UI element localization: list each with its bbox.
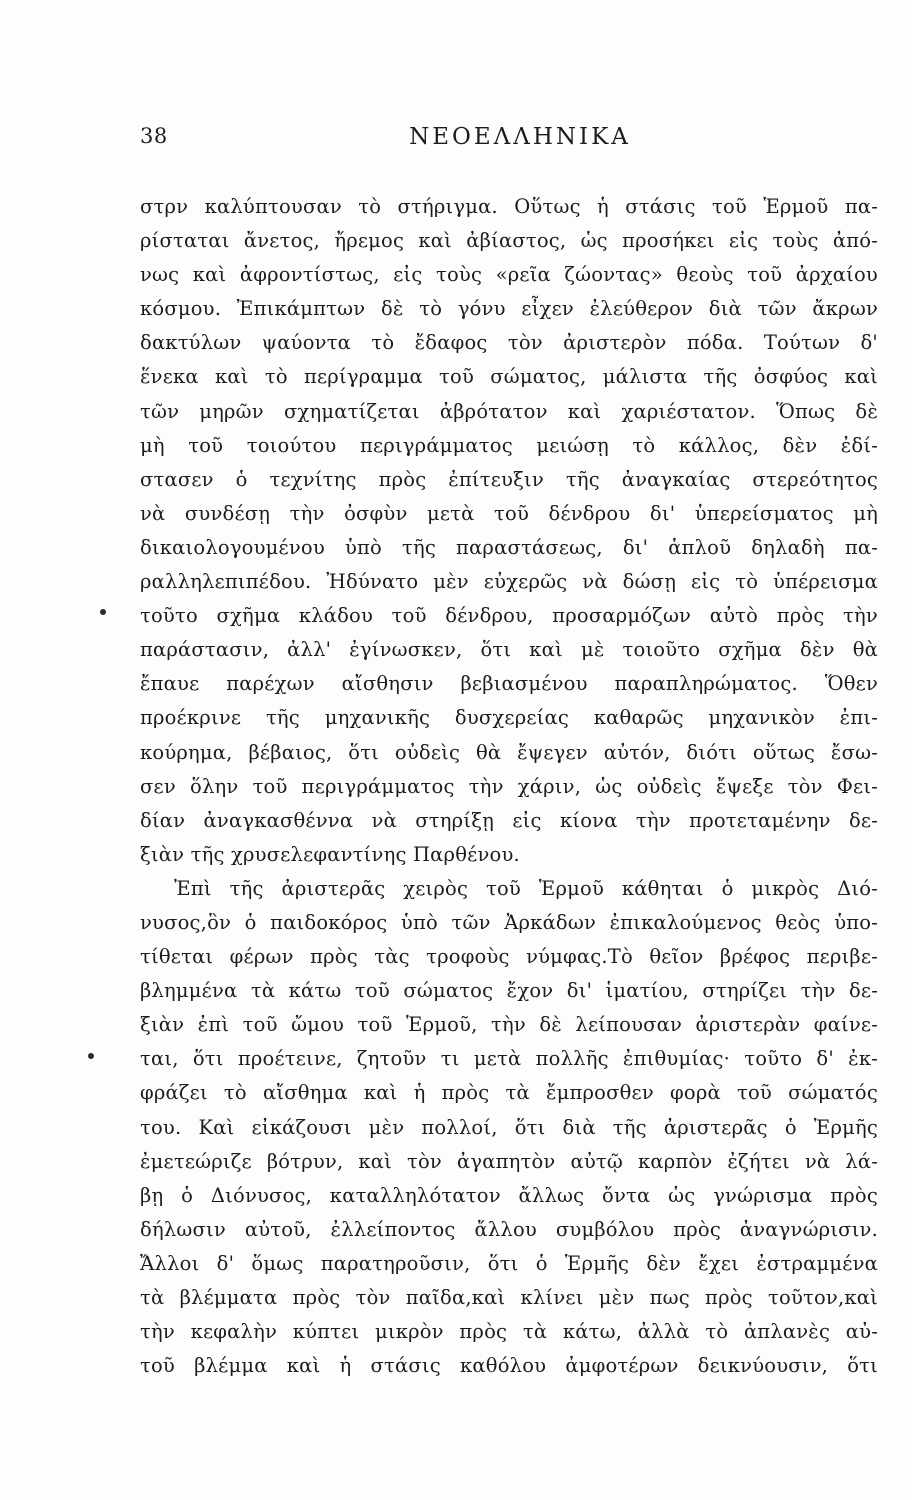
text-line: ἐμετεώριζε βότρυν, καὶ τὸν ἀγαπητὸν αὐτῷ καρπὸν ἐζήτει νὰ λά-: [140, 1149, 878, 1173]
text-line: Ἐπὶ τῆς ἀριστερᾶς χειρὸς τοῦ Ἑρμοῦ κάθηται ὁ μικρὸς Διό-: [174, 876, 878, 900]
text-line: στασεν ὁ τεχνίτης πρὸς ἐπίτευξιν τῆς ἀναγκαίας στερεότητος: [140, 467, 878, 491]
text-line: ρίσταται ἄνετος, ἤρεμος καὶ ἀβίαστος, ὡς προσήκει εἰς τοὺς ἀπό-: [140, 229, 878, 253]
text-line: κούρημα, βέβαιος, ὅτι οὐδεὶς θὰ ἔψεγεν αὐτόν, διότι οὕτως ἔσω-: [140, 740, 878, 764]
text-line: δικαιολογουμένου ὑπὸ τῆς παραστάσεως, δι' ἁπλοῦ δηλαδὴ πα-: [140, 535, 878, 559]
text-line: βλημμένα τὰ κάτω τοῦ σώματος ἔχον δι' ἱματίου, στηρίζει τὴν δε-: [140, 979, 878, 1003]
text-line: κόσμου. Ἐπικάμπτων δὲ τὸ γόνυ εἶχεν ἐλεύθερον διὰ τῶν ἄκρων: [140, 297, 878, 321]
text-line: νως καὶ ἀφροντίστως, εἰς τοὺς «ρεῖα ζώοντας» θεοὺς τοῦ ἀρχαίου: [140, 263, 878, 287]
text-line: δακτύλων ψαύοντα τὸ ἔδαφος τὸν ἀριστερὸν πόδα. Τούτων δ': [140, 331, 878, 355]
paragraph-1: [140, 190, 878, 872]
text-line: παράστασιν, ἀλλ' ἐγίνωσκεν, ὅτι καὶ μὲ τοιοῦτο σχῆμα δὲν θὰ: [140, 638, 878, 662]
text-line: ἔπαυε παρέχων αἴσθησιν βεβιασμένου παραπληρώματος. Ὅθεν: [140, 672, 878, 696]
margin-dot-mark: [100, 609, 106, 615]
text-line: του. Καὶ εἰκάζουσι μὲν πολλοί, ὅτι διὰ τῆς ἀριστερᾶς ὁ Ἑρμῆς: [140, 1115, 878, 1139]
text-line: ται, ὅτι προέτεινε, ζητοῦν τι μετὰ πολλῆς ἐπιθυμίας· τοῦτο δ' ἐκ-: [140, 1047, 878, 1071]
text-line: νὰ συνδέσῃ τὴν ὀσφὺν μετὰ τοῦ δένδρου δι' ὑπερείσματος μὴ: [140, 501, 878, 525]
text-line: ραλληλεπιπέδου. Ἠδύνατο μὲν εὐχερῶς νὰ δώσῃ εἰς τὸ ὑπέρεισμα: [140, 570, 878, 594]
margin-dot-mark: [88, 1053, 94, 1059]
text-line: μὴ τοῦ τοιούτου περιγράμματος μειώσῃ τὸ κάλλος, δὲν ἐδί-: [140, 433, 878, 457]
text-line: τὴν κεφαλὴν κύπτει μικρὸν πρὸς τὰ κάτω, ἀλλὰ τὸ ἀπλανὲς αὐ-: [140, 1320, 878, 1344]
text-line: βῃ ὁ Διόνυσος, καταλληλότατον ἄλλως ὄντα ὡς γνώρισμα πρὸς: [140, 1183, 878, 1207]
text-line: τίθεται φέρων πρὸς τὰς τροφοὺς νύμφας.Τὸ θεῖον βρέφος περιβε-: [140, 945, 878, 969]
text-line: νυσος,ὃν ὁ παιδοκόρος ὑπὸ τῶν Ἀρκάδων ἐπικαλούμενος θεὸς ὑπο-: [140, 910, 878, 934]
paragraph-2: [140, 872, 878, 1383]
body-text: [140, 190, 878, 1383]
running-title: ΝΕΟΕΛΛΗΝΙΚΑ: [409, 124, 631, 150]
text-line: Ἄλλοι δ' ὅμως παρατηροῦσιν, ὅτι ὁ Ἑρμῆς δὲν ἔχει ἐστραμμένα: [140, 1251, 878, 1275]
text-line: φράζει τὸ αἴσθημα καὶ ἡ πρὸς τὰ ἔμπροσθεν φορὰ τοῦ σώματός: [140, 1081, 878, 1105]
text-line: σεν ὅλην τοῦ περιγράμματος τὴν χάριν, ὡς οὐδεὶς ἔψεξε τὸν Φει-: [140, 774, 878, 798]
text-line: στρν καλύπτουσαν τὸ στήριγμα. Οὕτως ἡ στάσις τοῦ Ἑρμοῦ πα-: [140, 195, 878, 218]
text-line: δήλωσιν αὐτοῦ, ἐλλείποντος ἄλλου συμβόλου πρὸς ἀναγνώρισιν.: [140, 1217, 878, 1241]
text-line: τοῦτο σχῆμα κλάδου τοῦ δένδρου, προσαρμόζων αὐτὸ πρὸς τὴν: [140, 604, 878, 628]
page-number: 38: [140, 124, 168, 148]
text-line: ἕνεκα καὶ τὸ περίγραμμα τοῦ σώματος, μάλιστα τῆς ὀσφύος καὶ: [140, 365, 878, 389]
text-line: προέκρινε τῆς μηχανικῆς δυσχερείας καθαρῶς μηχανικὸν ἐπι-: [140, 706, 878, 730]
text-line: τῶν μηρῶν σχηματίζεται ἀβρότατον καὶ χαριέστατον. Ὅπως δὲ: [140, 399, 878, 423]
page-header: [140, 124, 880, 164]
text-line: ξιὰν ἐπὶ τοῦ ὤμου τοῦ Ἑρμοῦ, τὴν δὲ λείπουσαν ἀριστερὰν φαίνε-: [140, 1013, 878, 1037]
text-line: δίαν ἀναγκασθέννα νὰ στηρίξῃ εἰς κίονα τὴν προτεταμένην δε-: [140, 808, 878, 832]
text-line: ξιὰν τῆς χρυσελεφαντίνης Παρθένου.: [140, 842, 520, 866]
text-line: τοῦ βλέμμα καὶ ἡ στάσις καθόλου ἀμφοτέρων δεικνύουσιν, ὅτι: [140, 1354, 878, 1378]
text-line: τὰ βλέμματα πρὸς τὸν παῖδα,καὶ κλίνει μὲν πως πρὸς τοῦτον,καὶ: [140, 1286, 878, 1309]
